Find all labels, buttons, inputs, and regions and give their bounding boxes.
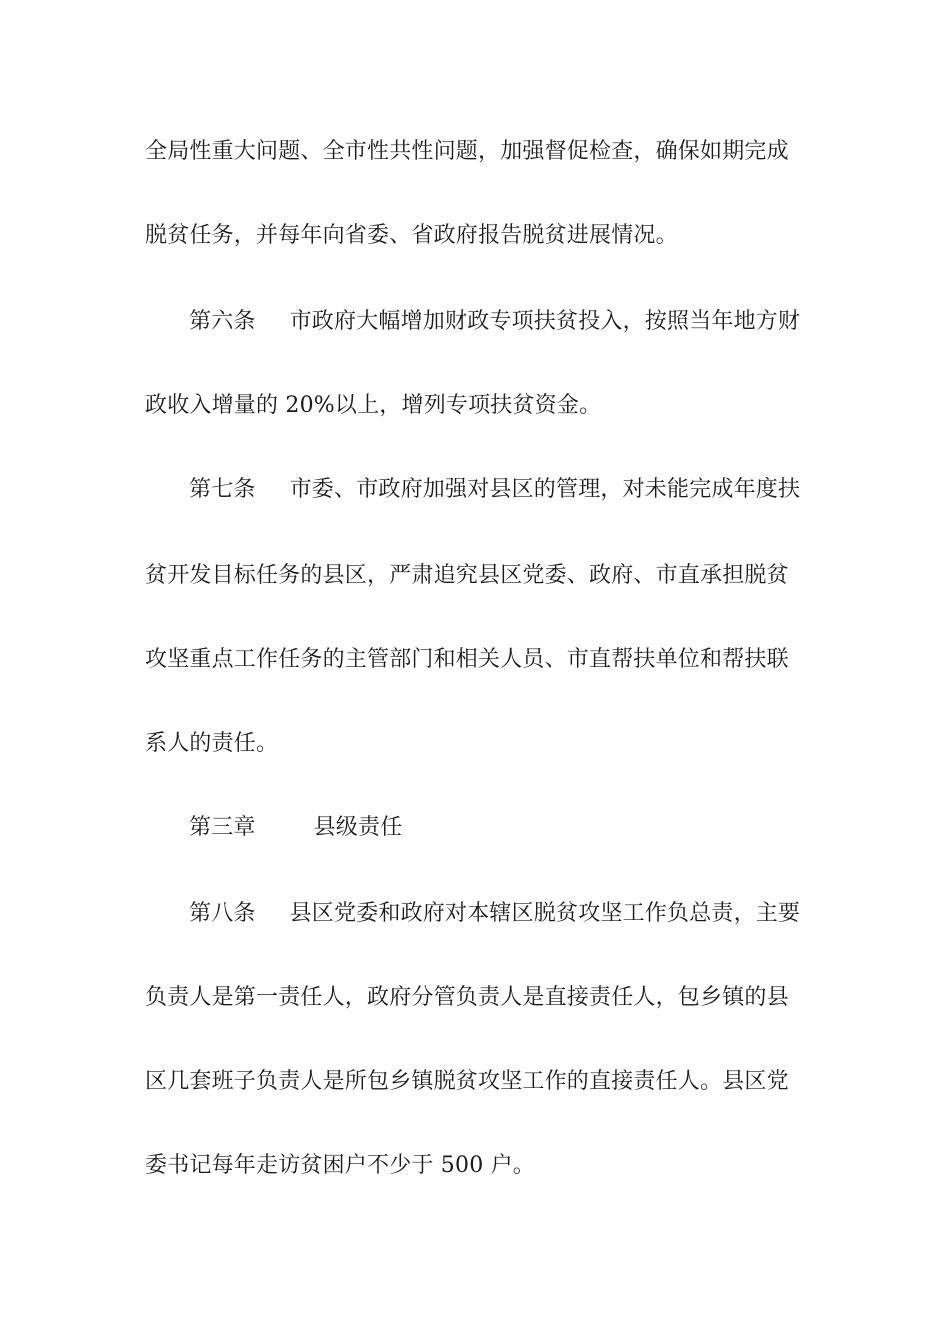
- article-7-first-line: [189, 470, 800, 510]
- text-line: 政收入增量的 20%以上，增列专项扶贫资金。: [145, 393, 602, 418]
- text-line: 委书记每年走访贫困户不少于 500 户。: [145, 1153, 535, 1178]
- text-line: 系人的责任。: [145, 731, 279, 756]
- chapter-3-title: 县级责任: [313, 815, 403, 840]
- article-6-first-line: [189, 302, 800, 342]
- text-line: 攻坚重点工作任务的主管部门和相关人员、市直帮扶单位和帮扶联: [145, 647, 789, 672]
- article-7-text: 市委、市政府加强对县区的管理，对未能完成年度扶: [289, 477, 801, 502]
- article-8-text: 县区党委和政府对本辖区脱贫攻坚工作负总责，主要: [289, 901, 801, 926]
- chapter-3-heading: [189, 808, 402, 848]
- chapter-3-label: 第三章: [189, 815, 256, 840]
- article-6-label: 第六条: [189, 309, 256, 334]
- text-line: 负责人是第一责任人，政府分管负责人是直接责任人，包乡镇的县: [145, 985, 789, 1010]
- text-line: 全局性重大问题、全市性共性问题，加强督促检查，确保如期完成: [145, 139, 789, 164]
- text-line: 贫开发目标任务的县区，严肃追究县区党委、政府、市直承担脱贫: [145, 563, 789, 588]
- text-line: 区几套班子负责人是所包乡镇脱贫攻坚工作的直接责任人。县区党: [145, 1069, 789, 1094]
- article-7-label: 第七条: [189, 477, 256, 502]
- article-8-label: 第八条: [189, 901, 256, 926]
- article-6-text: 市政府大幅增加财政专项扶贫投入，按照当年地方财: [289, 309, 801, 334]
- article-8-first-line: [189, 894, 800, 934]
- text-line: 脱贫任务，并每年向省委、省政府报告脱贫进展情况。: [145, 223, 678, 248]
